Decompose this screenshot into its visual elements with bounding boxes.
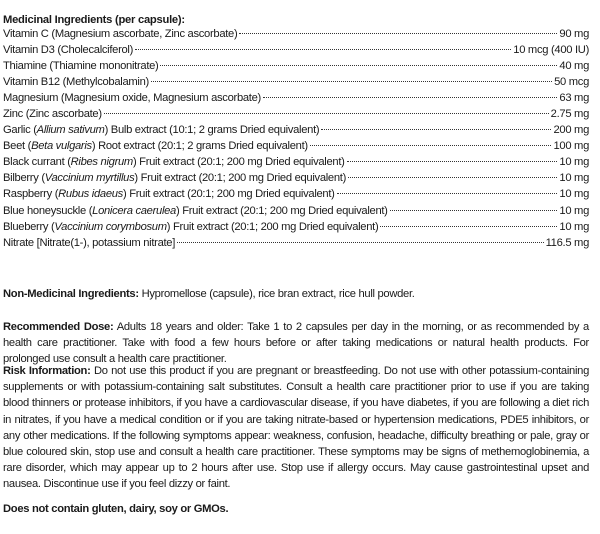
- ingredient-amount: 2.75 mg: [550, 108, 589, 121]
- dot-leader: [380, 226, 557, 227]
- ingredient-name: [3, 92, 261, 104]
- ingredient-name: [3, 60, 158, 72]
- ingredient-name-part: Vitamin B12 (Methylcobalamin): [3, 76, 149, 89]
- ingredient-amount: 10 mg: [559, 204, 589, 217]
- dot-leader: [177, 242, 544, 243]
- dot-leader: [135, 49, 511, 50]
- ingredient-name: [3, 156, 345, 168]
- ingredient-name-part: Vitamin C (Magnesium ascorbate, Zinc ascorbate): [3, 28, 238, 40]
- ingredient-name-part: Bilberry (: [3, 172, 45, 185]
- ingredient-amount: 10 mcg (400 IU): [513, 44, 589, 57]
- ingredient-row: [3, 108, 589, 124]
- ingredient-amount: 10 mg: [559, 172, 589, 185]
- ingredient-row: [3, 205, 589, 221]
- ingredient-amount: 10 mg: [559, 220, 589, 233]
- ingredient-name: [3, 28, 237, 40]
- dot-leader: [263, 97, 557, 98]
- ingredient-row: [3, 140, 589, 156]
- dot-leader: [104, 113, 549, 114]
- dot-leader: [239, 33, 557, 34]
- ingredient-name-part: Magnesium (Magnesium oxide, Magnesium ascorbate): [3, 92, 261, 105]
- risk-information: [3, 363, 589, 493]
- ingredient-name: [3, 76, 149, 88]
- ingredient-row: [3, 44, 589, 60]
- ingredient-latin-name: Vaccinium myrtillus: [44, 172, 135, 185]
- non-medicinal-ingredients: [3, 286, 589, 302]
- ingredient-name: [3, 172, 346, 184]
- ingredient-row: [3, 60, 589, 76]
- ingredient-row: [3, 237, 589, 253]
- ingredient-name: [3, 44, 133, 56]
- dot-leader: [347, 161, 558, 162]
- dot-leader: [310, 145, 552, 146]
- ingredient-name-part: Blueberry (: [3, 220, 55, 233]
- recommended-dose: [3, 319, 589, 368]
- ingredient-name: [3, 237, 175, 249]
- allergen-free-statement: [3, 501, 589, 517]
- ingredient-amount: 90 mg: [559, 28, 589, 40]
- ingredient-latin-name: Allium sativum: [36, 124, 105, 137]
- ingredient-name: [3, 221, 378, 233]
- ingredient-amount: 200 mg: [553, 124, 589, 137]
- ingredient-name-part: Thiamine (Thiamine mononitrate): [3, 60, 159, 73]
- ingredient-amount: 50 mcg: [554, 76, 589, 89]
- dot-leader: [151, 81, 552, 82]
- recommended-dose-label: Recommended Dose:: [3, 321, 114, 333]
- dot-leader: [160, 65, 557, 66]
- ingredient-name: [3, 108, 102, 120]
- ingredient-name-part: ) Fruit extract (20:1; 200 mg Dried equivalent): [134, 172, 347, 185]
- ingredient-row: [3, 92, 589, 108]
- ingredient-name: [3, 140, 308, 152]
- ingredient-latin-name: Rubus idaeus: [58, 188, 123, 201]
- ingredient-amount: 63 mg: [559, 92, 589, 105]
- ingredient-latin-name: Vaccinium corymbosum: [54, 220, 167, 233]
- ingredient-row: [3, 28, 589, 44]
- dot-leader: [337, 193, 558, 194]
- ingredient-amount: 116.5 mg: [545, 236, 589, 249]
- ingredient-name-part: Vitamin D3 (Cholecalciferol): [3, 44, 134, 57]
- ingredient-name-part: Garlic (: [3, 124, 37, 137]
- ingredient-name-part: ) Fruit extract (20:1; 200 mg Dried equivalent): [132, 156, 345, 169]
- ingredient-name: [3, 188, 335, 200]
- risk-information-text: Do not use this product if you are pregnant or breastfeeding. Do not use with other potassium-containing supplements or with potassium-containing salt substitutes. Consult a health care practitioner prior to use if you are taking blood thinners or protease inhibitors, if you have a cardiovascular disease, if you have diabetes, if you are following a diet rich in nitrates, if you have a medical condition or if you are taking nitrate-based or hypertension medications, PDE5 inhibitors, or any other medications. If the following symptoms appear: weakness, confusion, headache, difficulty breathing or pale, gray or blue coloured skin, stop use and consult a health care practitioner. These symptoms may be signs of methemoglobinemia, a rare disorder, which may appear up to 2 hours after use. Stop use if allergy occurs. May cause gastrointestinal upset and nausea. Discontinue use if you feel dizzy or faint.: [3, 365, 589, 491]
- medicinal-ingredients-list: [3, 28, 589, 253]
- ingredient-amount: 100 mg: [553, 140, 589, 153]
- allergen-free-text: Does not contain gluten, dairy, soy or GMOs.: [3, 503, 229, 515]
- ingredient-amount: 40 mg: [559, 60, 589, 73]
- ingredient-name-part: Zinc (Zinc ascorbate): [3, 108, 102, 121]
- ingredient-row: [3, 76, 589, 92]
- ingredient-latin-name: Beta vulgaris: [31, 140, 92, 153]
- ingredient-amount: 10 mg: [559, 156, 589, 169]
- ingredient-name-part: ) Fruit extract (20:1; 200 mg Dried equivalent): [175, 204, 388, 217]
- dot-leader: [348, 177, 557, 178]
- non-medicinal-text: Hypromellose (capsule), rice bran extract, rice hull powder.: [138, 288, 415, 300]
- ingredient-name: [3, 124, 319, 136]
- ingredient-name-part: ) Bulb extract (10:1; 2 grams Dried equivalent): [104, 124, 320, 137]
- product-label: [3, 12, 589, 515]
- ingredient-name-part: Raspberry (: [3, 188, 59, 201]
- dot-leader: [321, 129, 551, 130]
- ingredient-name-part: ) Root extract (20:1; 2 grams Dried equivalent): [91, 140, 308, 153]
- ingredient-name-part: Black currant (: [3, 156, 71, 169]
- ingredient-name-part: ) Fruit extract (20:1; 200 mg Dried equivalent): [166, 220, 379, 233]
- risk-information-label: Risk Information:: [3, 365, 91, 377]
- ingredient-row: [3, 124, 589, 140]
- ingredient-name-part: Nitrate [Nitrate(1-), potassium nitrate]: [3, 236, 176, 249]
- ingredient-latin-name: Ribes nigrum: [70, 156, 133, 169]
- ingredient-row: [3, 188, 589, 204]
- dot-leader: [390, 210, 558, 211]
- ingredient-name: [3, 205, 388, 217]
- non-medicinal-label: Non-Medicinal Ingredients:: [3, 288, 139, 300]
- ingredient-name-part: ) Fruit extract (20:1; 200 mg Dried equivalent): [122, 188, 335, 201]
- recommended-dose-text: Adults 18 years and older: Take 1 to 2 capsules per day in the morning, or as recommended by a health care practitioner. Take with food a few hours before or after taking medications or natural health products. For prolonged use consult a health care practitioner.: [3, 321, 589, 366]
- ingredient-row: [3, 172, 589, 188]
- ingredient-name-part: Blue honeysuckle (: [3, 204, 93, 217]
- ingredient-amount: 10 mg: [559, 188, 589, 201]
- ingredient-row: [3, 156, 589, 172]
- medicinal-ingredients-title: Medicinal Ingredients (per capsule):: [3, 14, 185, 26]
- ingredient-latin-name: Lonicera caerulea: [92, 204, 176, 217]
- ingredient-name-part: Beet (: [3, 140, 32, 153]
- ingredient-row: [3, 221, 589, 237]
